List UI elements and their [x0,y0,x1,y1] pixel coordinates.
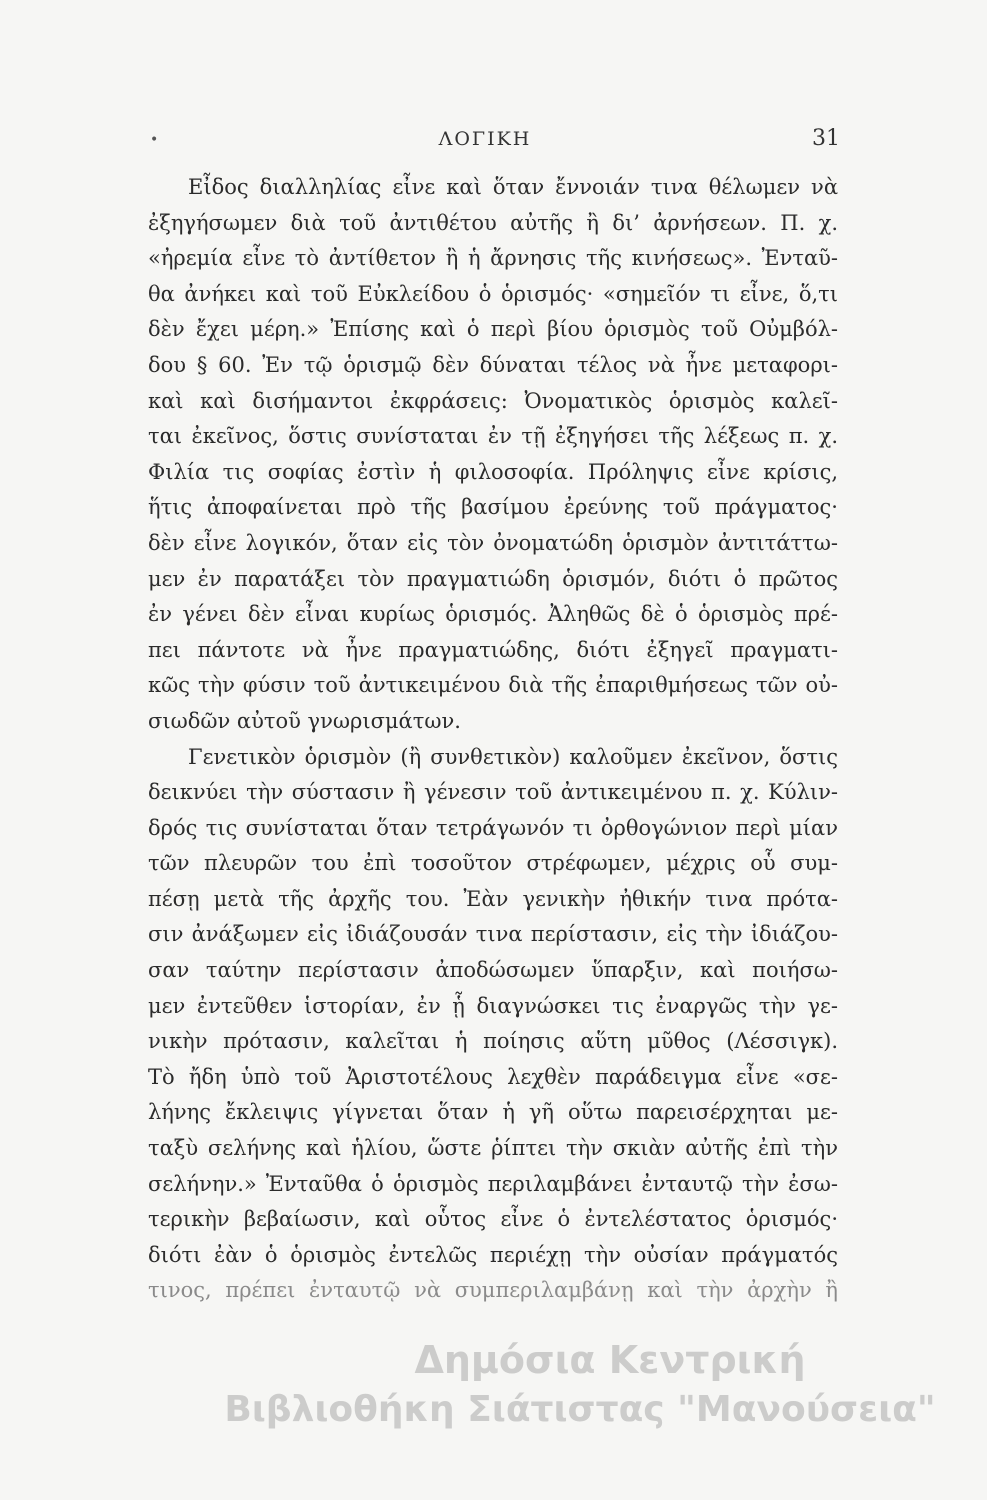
text-line: Φιλία τις σοφίας ἐστὶν ἡ φιλοσοφία. Πρόληψις εἶνε κρίσις, [148,459,838,484]
text-line: δὲν εἶνε λογικόν, ὅταν εἰς τὸν ὀνοματώδη ὁρισμὸν ἀντιτάττω- [148,530,838,555]
running-head [130,128,840,158]
text-line: τινος, πρέπει ἐνταυτῷ νὰ συμπεριλαμβάνῃ καὶ τὴν ἀρχὴν ἢ [148,1278,838,1303]
text-line: τερικὴν βεβαίωσιν, καὶ οὗτος εἶνε ὁ ἐντελέστατος ὁρισμός· [148,1207,838,1232]
page-title: ΛΟΓΙΚΗ [438,128,532,150]
text-line: ται ἐκεῖνος, ὅστις συνίσταται ἐν τῇ ἐξηγήσει τῆς λέξεως π. χ. [148,424,838,449]
library-watermark [200,1335,960,1435]
text-line: Εἶδος διαλληλίας εἶνε καὶ ὅταν ἔννοιάν τινα θέλωμεν νὰ [188,175,838,199]
text-line: ταξὺ σελήνης καὶ ἡλίου, ὥστε ῥίπτει τὴν σκιὰν αὐτῆς ἐπὶ τὴν [148,1136,838,1161]
text-line: ἥτις ἀποφαίνεται πρὸ τῆς βασίμου ἐρεύνης τοῦ πράγματος· [148,495,838,520]
text-line: πει πάντοτε νὰ ἦνε πραγματιώδης, διότι ἐξηγεῖ πραγματι- [148,637,838,662]
text-line: κῶς τὴν φύσιν τοῦ ἀντικειμένου διὰ τῆς ἐπαριθμήσεως τῶν οὐ- [148,673,838,698]
watermark-line-1: Δημόσια Κεντρική [414,1338,806,1382]
text-line: καὶ καὶ δισήμαντοι ἐκφράσεις: Ὀνοματικὸς ὁρισμὸς καλεῖ- [148,388,838,413]
text-line: «ἠρεμία εἶνε τὸ ἀντίθετον ἢ ἡ ἄρνησις τῆς κινήσεως». Ἐνταῦ- [148,246,838,271]
text-line: μεν ἐν παρατάξει τὸν πραγματιώδη ὁρισμόν, διότι ὁ πρῶτος [148,566,838,591]
text-line: ἐν γένει δὲν εἶναι κυρίως ὁρισμός. Ἀληθῶς δὲ ὁ ὁρισμὸς πρέ- [148,602,838,627]
text-line: σιν ἀνάξωμεν εἰς ἰδιάζουσάν τινα περίστασιν, εἰς τὴν ἰδιάζου- [148,922,838,947]
text-line: διότι ἐὰν ὁ ὁρισμὸς ἐντελῶς περιέχῃ τὴν οὐσίαν πράγματός [148,1242,838,1267]
body-text [148,170,838,1309]
text-line: θα ἀνήκει καὶ τοῦ Εὐκλείδου ὁ ὁρισμός· «σημεῖόν τι εἶνε, ὅ,τι [148,281,838,306]
text-line: μεν ἐντεῦθεν ἱστορίαν, ἐν ᾗ διαγνώσκει τις ἐναργῶς τὴν γε- [148,993,838,1018]
text-line: σιωδῶν αὐτοῦ γνωρισμάτων. [148,708,461,733]
header-marker: • [150,132,159,148]
text-line: δὲν ἔχει μέρη.» Ἐπίσης καὶ ὁ περὶ βίου ὁρισμὸς τοῦ Οὐμβόλ- [148,317,838,342]
text-line: Τὸ ἤδη ὑπὸ τοῦ Ἀριστοτέλους λεχθὲν παράδειγμα εἶνε «σε- [148,1064,838,1089]
text-line: σαν ταύτην περίστασιν ἀποδώσωμεν ὕπαρξιν, καὶ ποιήσω- [148,958,838,983]
text-line: ἐξηγήσωμεν διὰ τοῦ ἀντιθέτου αὐτῆς ἢ δι’ ἀρνήσεων. Π. χ. [148,210,838,235]
text-line: δρός τις συνίσταται ὅταν τετράγωνόν τι ὀρθογώνιον περὶ μίαν [148,815,838,840]
text-line: σελήνην.» Ἐνταῦθα ὁ ὁρισμὸς περιλαμβάνει ἐνταυτῷ τὴν ἐσω- [148,1171,838,1196]
watermark-line-2: Βιβλιοθήκη Σιάτιστας "Μανούσεια" [224,1389,936,1430]
page-number: 31 [812,126,840,151]
text-line: Γενετικὸν ὁρισμὸν (ἢ συνθετικὸν) καλοῦμεν ἐκεῖνον, ὅστις [188,744,838,769]
text-line: τῶν πλευρῶν του ἐπὶ τοσοῦτον στρέφωμεν, μέχρις οὗ συμ- [148,851,838,876]
text-line: νικὴν πρότασιν, καλεῖται ἡ ποίησις αὕτη μῦθος (Λέσσιγκ). [148,1029,838,1054]
paragraph-definitions [148,170,838,740]
text-line: δου § 60. Ἐν τῷ ὁρισμῷ δὲν δύναται τέλος νὰ ἦνε μεταφορι- [148,352,838,377]
text-line: λήνης ἔκλειψις γίγνεται ὅταν ἡ γῆ οὕτω παρεισέρχηται με- [148,1100,838,1125]
text-line: πέσῃ μετὰ τῆς ἀρχῆς του. Ἐὰν γενικὴν ἠθικήν τινα πρότα- [148,886,838,911]
text-line: δεικνύει τὴν σύστασιν ἢ γένεσιν τοῦ ἀντικειμένου π. χ. Κύλιν- [148,780,838,805]
paragraph-genetic-definition [148,740,838,1310]
